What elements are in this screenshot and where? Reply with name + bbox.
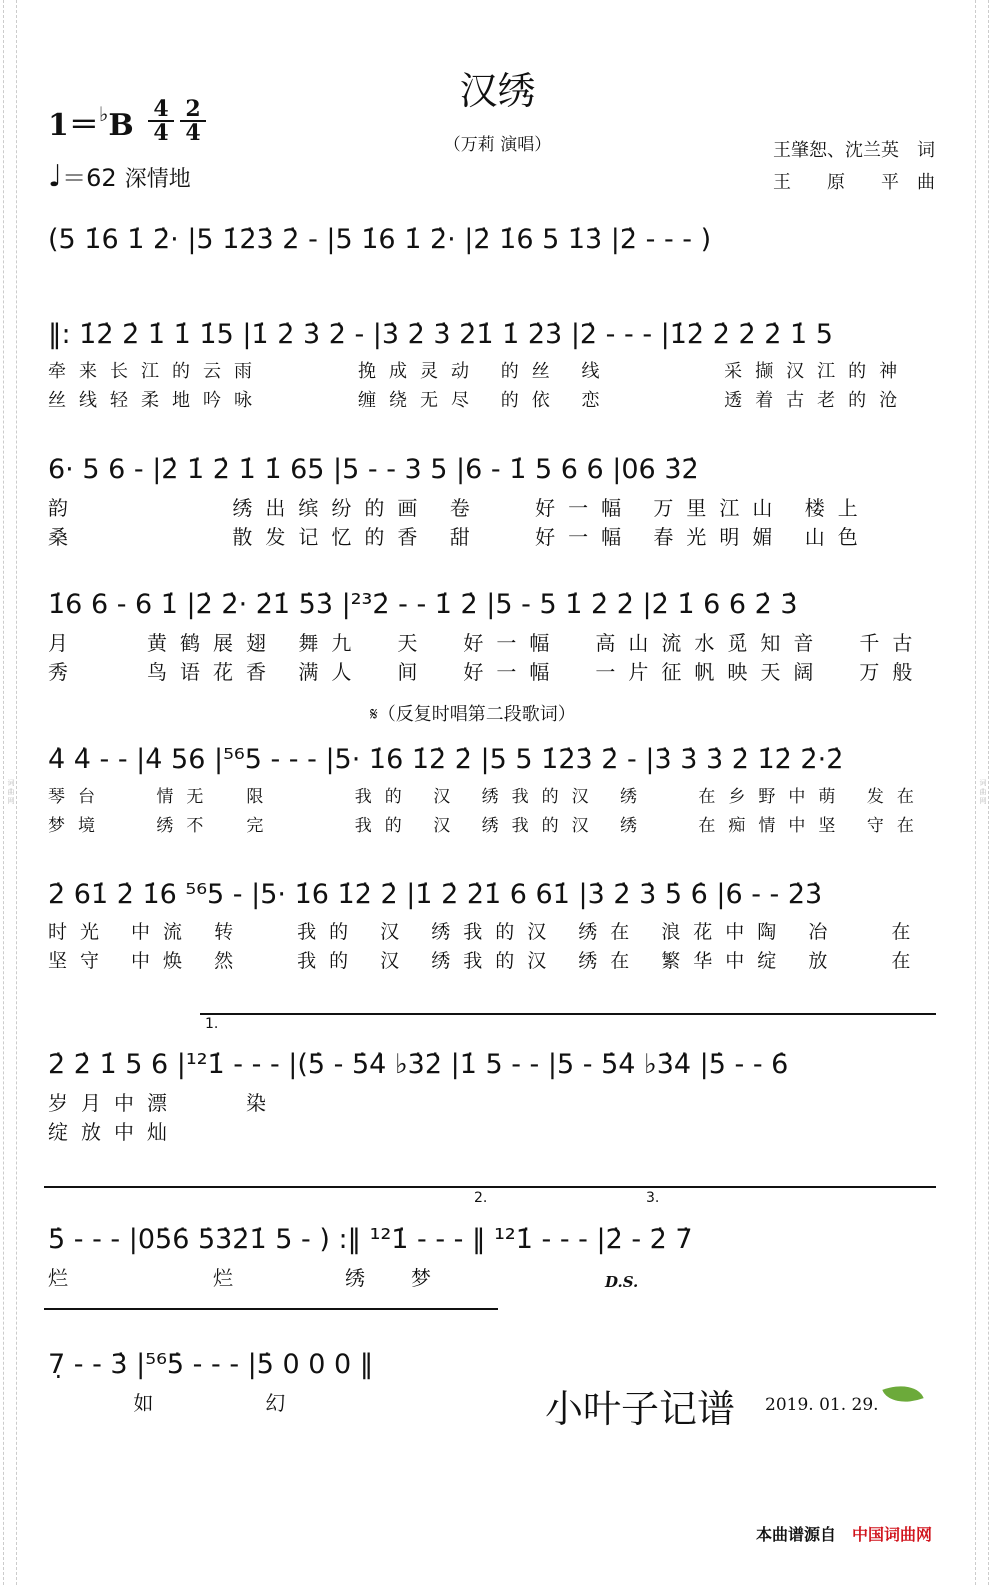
notation-line: 6· 5 6 - |2̇ 1̇ 2̇ 1̇ 1̇ 65 |5 - - 3 5 |6 - 1̇ 5 6 6 |06 3̇2̇ (48, 454, 699, 485)
lyrics-verse-2: 秀 鸟语花香 满人 间 好一幅 一片征帆映天阔 万般 (48, 660, 926, 684)
lyrics-verse-1: 琴台 情无 限 我的 汉 绣我的汉 绣 在乡野中萌 发在 (48, 787, 927, 807)
lyrics-verse-1: 如 幻 (48, 1391, 299, 1415)
lyrics-verse-2: 丝线轻柔地吟咏 缠绕无尽 的依 恋 透着古老的沧 (48, 390, 911, 411)
quarter-note-icon: ♩ (48, 159, 63, 194)
lyrics-verse-2: 坚守 中焕 然 我的 汉 绣我的汉 绣在 繁华中绽 放 在 (48, 950, 924, 972)
transcriber-signature: 小叶子记谱 (545, 1387, 736, 1431)
source-credit (756, 1522, 932, 1545)
watermark-strip-left: 词曲网 (3, 0, 17, 1585)
lyrics-verse-1: 时光 中流 转 我的 汉 绣我的汉 绣在 浪花中陶 冶 在 (48, 921, 924, 943)
lyrics-verse-1: 牵来长江的云雨 挽成灵动 的丝 线 采撷汉江的神 (48, 361, 911, 382)
source-site-link[interactable]: 中国词曲网 (852, 1525, 933, 1544)
notation-line: 2̇ 2̇ 1̇ 5 6 |¹²1̇ - - - |(5̇ - 5̇4̇ ♭3̇2̇ |1̇ 5 - - |5 - 5̇4̇ ♭3̇4̇ |5̇ - - 6̇ (48, 1049, 789, 1080)
source-label: 本曲谱源自 (756, 1525, 837, 1544)
singer-credit: （万莉 演唱） (443, 135, 552, 155)
notation-line: 1̇6 6 - 6 1̇ |2̇ 2̇· 2̇1̇ 5̇3̇ |²³2̇ - - 1̇ 2̇ |5 - 5 1̇ 2̇ 2̇ |2̇ 1̇ 6 6 2̇ 3̇ (48, 589, 798, 620)
time-signature-2: $\frac{2}{4}$ (180, 98, 206, 144)
dal-segno-mark: D.S. (605, 1273, 639, 1291)
volta-2: 2. (474, 1190, 488, 1206)
key-note: B (108, 108, 134, 143)
volta-1: 1. (205, 1016, 219, 1032)
lyricist-credit: 王肇恕、沈兰英 词 (773, 140, 935, 161)
notation-line: 5̇ - - - |05̇6̇ 5̇3̇2̇1̇ 5 - ) :‖ ¹²1̇ - - - ‖ ¹²1̇ - - - |2̇ - 2̇ 7̇ (48, 1224, 693, 1255)
composer-credit: 王 原 平 曲 (773, 172, 935, 193)
watermark-strip-right: 词曲网 (975, 0, 989, 1585)
key-signature (48, 100, 134, 144)
tempo-value: ＝62 (62, 164, 117, 192)
system-line-9 (44, 1308, 498, 1310)
notation-line: 2̇ 61̇ 2̇ 1̇6 ⁵⁶5 - |5· 1̇6 1̇2̇ 2̇ |1̇ 2̇ 2̇1̇ 6 61̇ |3̇ 2̇ 3̇ 5̇ 6̇ |6 - - 2̇3̇ (48, 879, 823, 910)
lyrics-verse-1: 烂 烂 绣 梦 (48, 1266, 444, 1290)
leaf-icon (882, 1378, 923, 1411)
lyrics-verse-1: 月 黄鹤展翅 舞九 天 好一幅 高山流水觅知音 千古 (48, 631, 926, 655)
volta-3: 3. (646, 1190, 660, 1206)
repeat-instruction: 𝄋（反复时唱第二段歌词） (370, 704, 576, 725)
notation-line: ‖: 1̇2̇ 2̇ 1̇ 1̇ 1̇5 |1̇ 2̇ 3̇ 2̇ - |3̇ 2̇ 3̇ 2̇1̇ 1̇ 2̇3̇ |2̇ - - - |1̇2̇ 2̇ 2̇ 2̇ 1̇ 5 (48, 319, 833, 350)
notation-line: 4̇ 4̇ - - |4̇ 56 |⁵⁶5 - - - |5· 1̇6 1̇2̇ 2̇ |5 5 1̇2̇3̇ 2̇ - |3̇ 3̇ 3̇ 2̇ 1̇2̇ 2̇·2̇ (48, 744, 844, 775)
lyrics-verse-2: 梦境 绣不 完 我的 汉 绣我的汉 绣 在痴情中坚 守在 (48, 816, 927, 836)
lyrics-verse-2: 桑 散发记忆的香 甜 好一幅 春光明媚 山色 (48, 525, 871, 549)
lyrics-verse-1: 岁月中漂 染 (48, 1091, 279, 1115)
notation-line: 7̣ - - 3̇ |⁵⁶5̇ - - - |5̇ 0 0 0 ‖ (48, 1349, 374, 1380)
system-line-8 (44, 1186, 936, 1188)
volta-line-1 (200, 1013, 936, 1015)
key-prefix: 1＝ (48, 108, 99, 143)
time-signature-1: $\frac{4}{4}$ (148, 98, 174, 144)
lyrics-verse-2: 绽放中灿 (48, 1120, 180, 1144)
lyrics-verse-1: 韵 绣出缤纷的画 卷 好一幅 万里江山 楼上 (48, 496, 871, 520)
notation-line: (5 1̇6 1̇ 2̇· |5 1̇2̇3̇ 2̇ - |5 1̇6 1̇ 2̇· |2̇ 1̇6 5 1̇3̇ |2̇ - - - ) (48, 224, 712, 255)
tempo-marking (48, 158, 191, 194)
song-title: 汉绣 (459, 69, 536, 113)
flat-symbol: ♭ (98, 102, 109, 126)
transcription-date: 2019. 01. 29. (765, 1395, 879, 1415)
expression-mark: 深情地 (124, 167, 191, 192)
